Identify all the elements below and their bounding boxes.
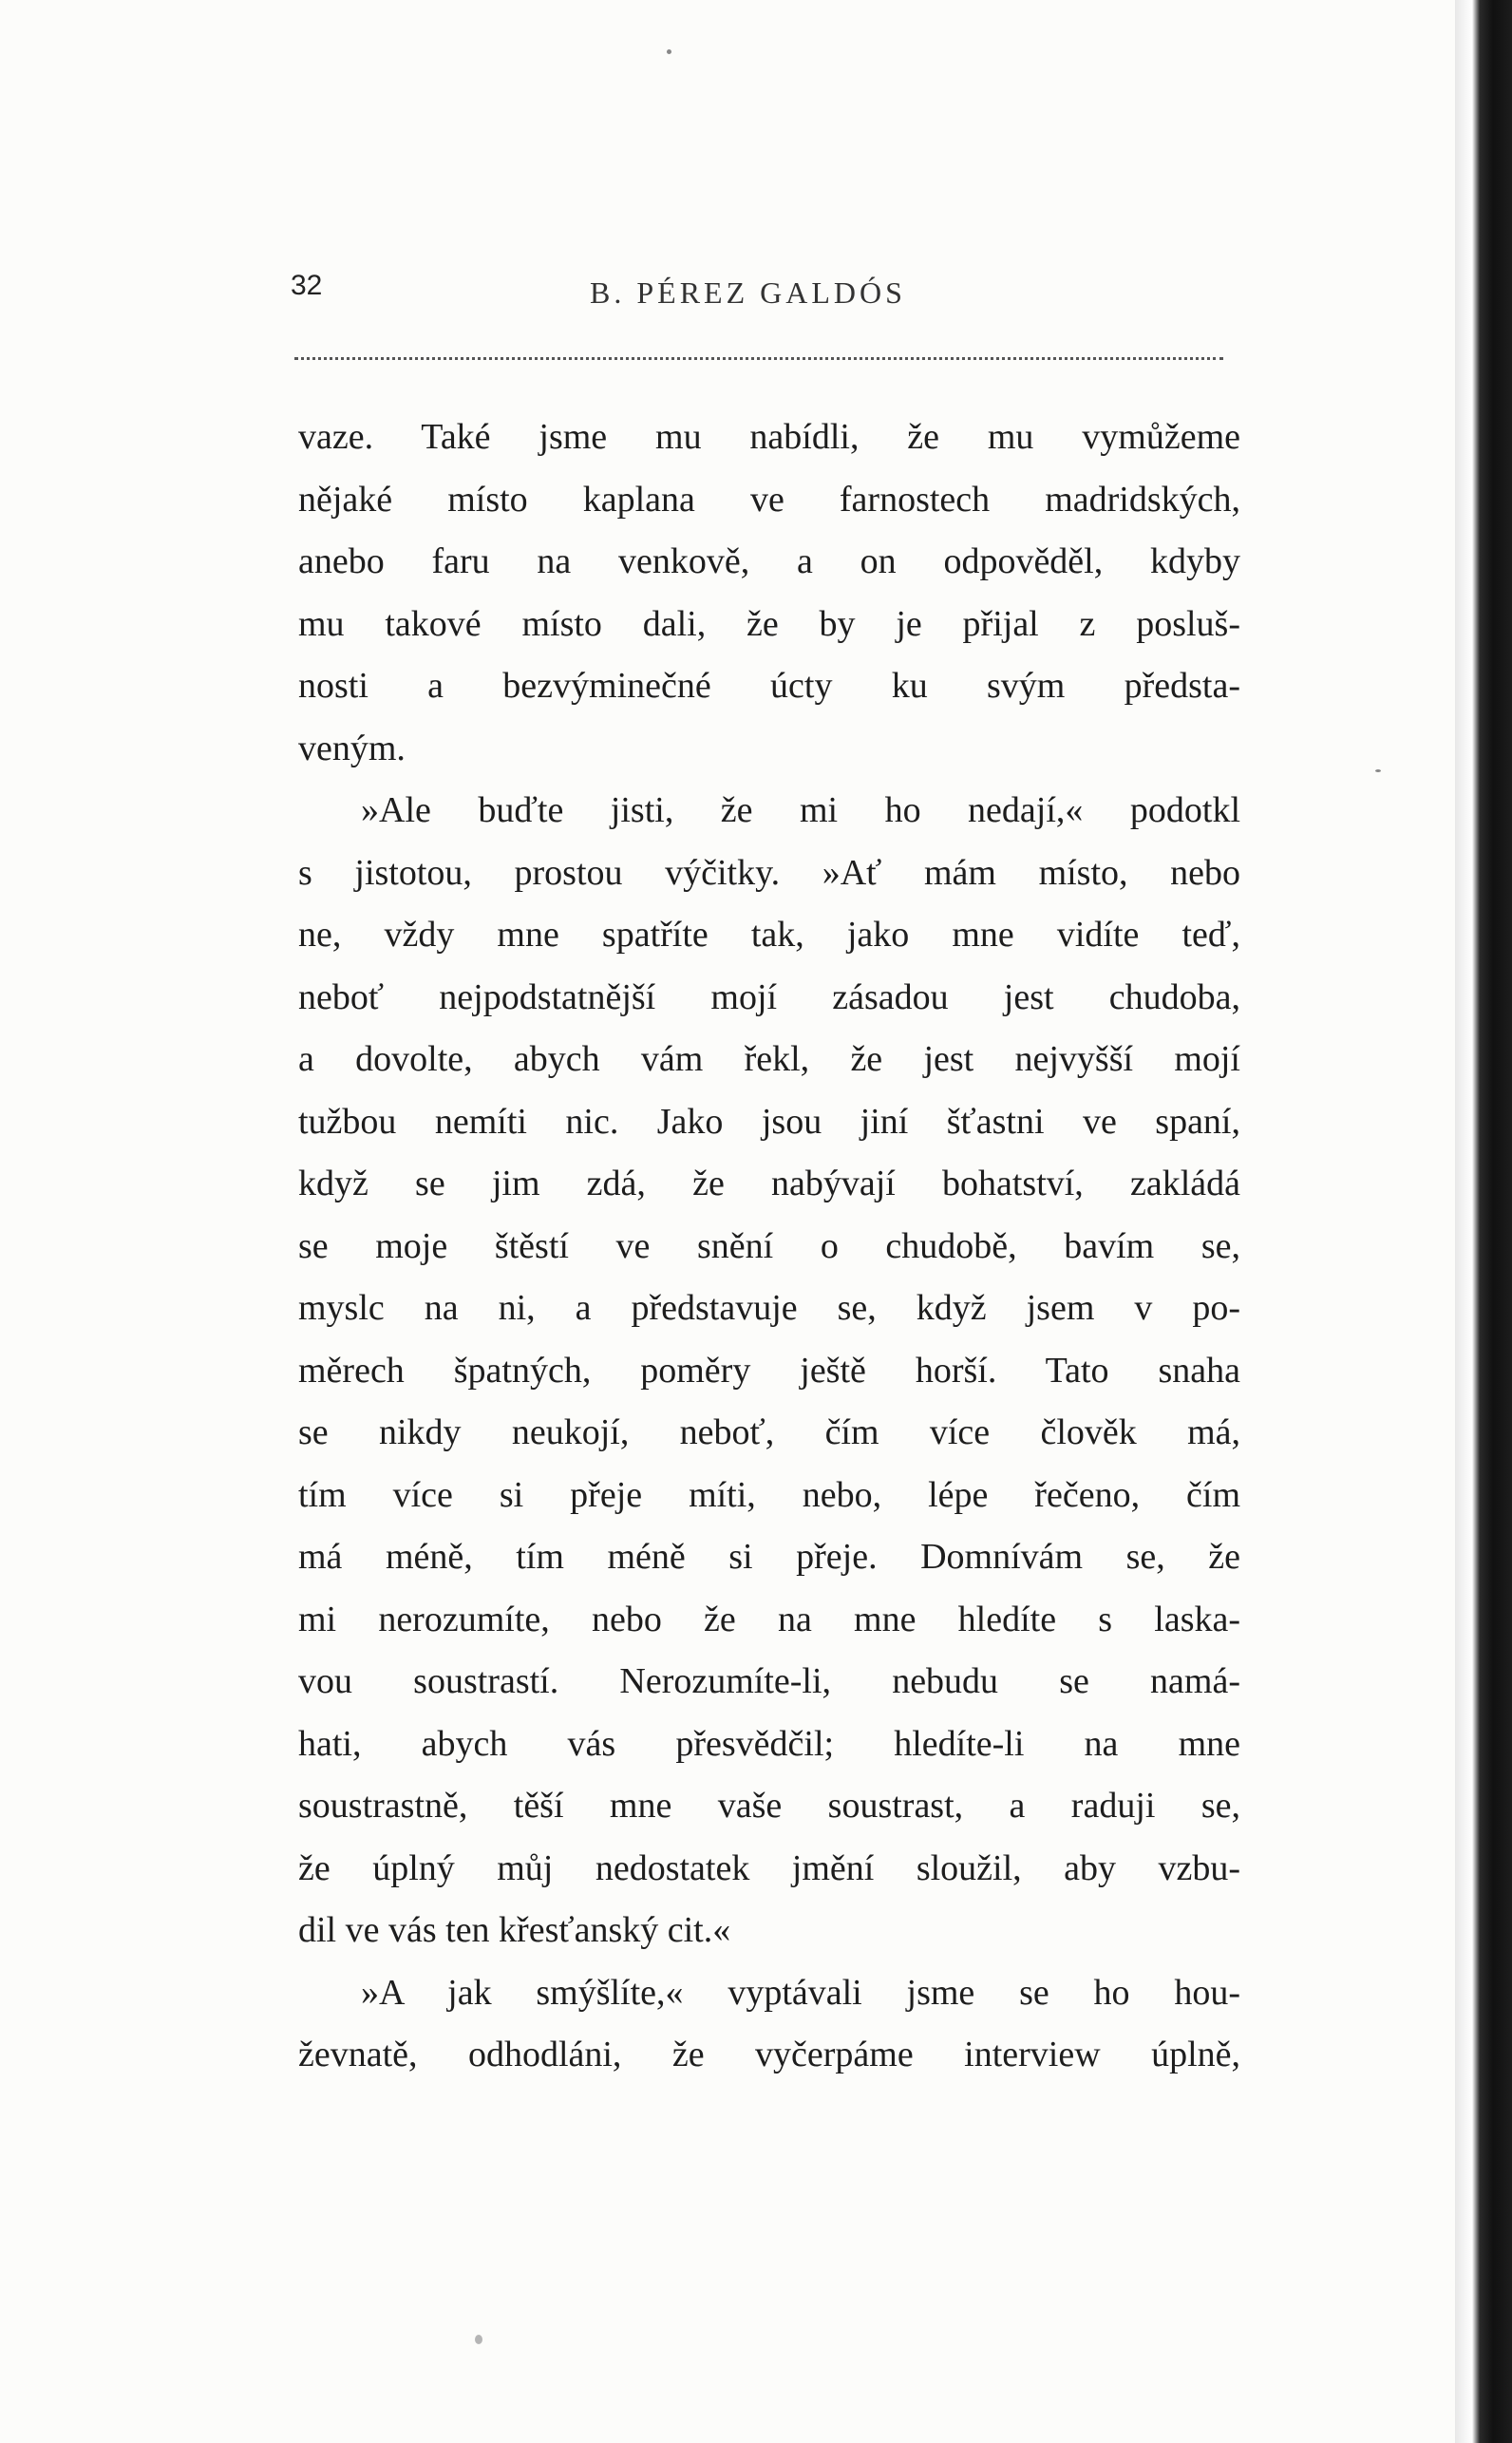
- text-line: s jistotou, prostou výčitky. »Ať mám místo, nebo: [298, 852, 1240, 893]
- text-line: vou soustrastí. Nerozumíte-li, nebudu se namá-: [298, 1661, 1240, 1701]
- paper-speck: [1375, 769, 1381, 772]
- text-line: veným.: [298, 728, 406, 768]
- text-line: »A jak smýšlíte,« vyptávali jsme se ho hou-: [361, 1972, 1240, 2013]
- header-rule: [294, 357, 1223, 360]
- text-line: soustrastně, těší mne vaše soustrast, a raduji se,: [298, 1786, 1240, 1826]
- text-line: ne, vždy mne spatříte tak, jako mne vidíte teď,: [298, 915, 1240, 955]
- body-text: [298, 407, 1240, 2087]
- page-edge-shadow: [1455, 0, 1512, 2443]
- text-line: ževnatě, odhodláni, že vyčerpáme interview úplně,: [298, 2035, 1240, 2074]
- page-header: [291, 262, 1223, 319]
- running-head: B. PÉREZ GALDÓS: [590, 275, 906, 310]
- text-line: nějaké místo kaplana ve farnostech madridských,: [298, 479, 1240, 520]
- paper-speck: [475, 2335, 482, 2344]
- text-line: hati, abych vás přesvědčil; hledíte-li na mne: [298, 1723, 1240, 1764]
- text-line: tím více si přeje míti, nebo, lépe řečeno, čím: [298, 1474, 1240, 1515]
- text-line: vaze. Také jsme mu nabídli, že mu vymůžeme: [298, 417, 1240, 457]
- text-line: se nikdy neukojí, neboť, čím více člověk má,: [298, 1412, 1240, 1452]
- text-line: neboť nejpodstatnější mojí zásadou jest chudoba,: [298, 976, 1240, 1017]
- text-line: »Ale buďte jisti, že mi ho nedají,« podotkl: [361, 790, 1240, 830]
- text-line: se moje štěstí ve snění o chudobě, bavím se,: [298, 1225, 1240, 1266]
- text-line: a dovolte, abych vám řekl, že jest nejvyšší mojí: [298, 1039, 1240, 1079]
- paper-speck: [667, 49, 671, 54]
- page-number: 32: [291, 270, 323, 301]
- text-line: tužbou nemíti nic. Jako jsou jiní šťastni ve spaní,: [298, 1101, 1240, 1142]
- text-line: má méně, tím méně si přeje. Domnívám se, že: [298, 1537, 1240, 1577]
- text-line: když se jim zdá, že nabývají bohatství, zakládá: [298, 1164, 1240, 1203]
- text-line: anebo faru na venkově, a on odpověděl, kdyby: [298, 541, 1240, 581]
- text-line: že úplný můj nedostatek jmění sloužil, aby vzbu-: [298, 1847, 1240, 1888]
- text-line: mu takové místo dali, že by je přijal z posluš-: [298, 603, 1240, 644]
- text-line: dil ve vás ten křesťanský cit.«: [298, 1910, 731, 1950]
- text-line: měrech špatných, poměry ještě horší. Tato snaha: [298, 1350, 1240, 1391]
- text-line: mi nerozumíte, nebo že na mne hledíte s laska-: [298, 1599, 1240, 1639]
- text-line: nosti a bezvýminečné úcty ku svým předsta-: [298, 666, 1240, 706]
- text-line: myslc na ni, a představuje se, když jsem v po-: [298, 1288, 1240, 1328]
